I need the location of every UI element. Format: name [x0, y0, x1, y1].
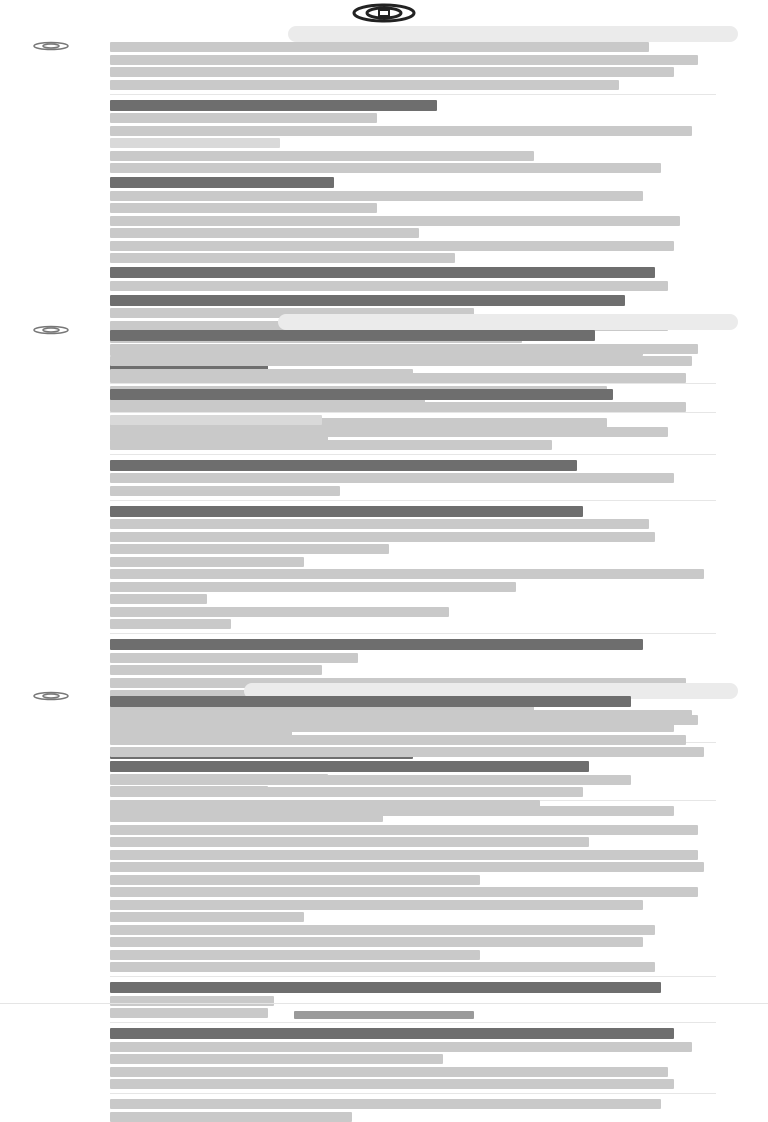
answer-line [110, 825, 698, 835]
answer-line [110, 582, 516, 592]
answer-line [110, 1112, 352, 1122]
section-heading [110, 761, 589, 772]
answer-line [110, 473, 674, 483]
answer-line [110, 557, 304, 567]
answer-line [110, 912, 304, 922]
section-heading [110, 639, 643, 650]
answer-line [110, 1067, 668, 1077]
answer-line [110, 440, 552, 450]
answer-line [110, 228, 419, 238]
answer-line [110, 369, 413, 379]
answer-line [110, 544, 389, 554]
section-heading [110, 177, 334, 188]
section-divider [110, 454, 716, 455]
answer-line [110, 1054, 443, 1064]
answer-line [110, 519, 649, 529]
answer-line [110, 1099, 661, 1109]
answer-line [110, 925, 655, 935]
answer-line [110, 344, 698, 354]
section-heading [110, 1028, 674, 1039]
section-divider [110, 500, 716, 501]
section-heading [110, 267, 655, 278]
answer-line [110, 486, 340, 496]
answer-line [110, 950, 480, 960]
section-divider [110, 633, 716, 634]
answer-line [110, 427, 668, 437]
answer-line [110, 1042, 692, 1052]
answer-line [110, 42, 649, 52]
answer-line [110, 887, 698, 897]
answer-line [110, 281, 668, 291]
answer-line [110, 937, 643, 947]
answer-line [110, 837, 589, 847]
answer-line [110, 665, 322, 675]
logo-icon [352, 3, 416, 23]
answer-line [110, 812, 383, 822]
answer-line [110, 80, 619, 90]
section-heading [110, 982, 661, 993]
answer-line [110, 253, 455, 263]
assistant-answer-3 [110, 692, 716, 1002]
answer-line [110, 241, 674, 251]
answer-line [110, 138, 280, 148]
answer-line [110, 594, 207, 604]
answer-line [110, 787, 583, 797]
answer-line [110, 800, 540, 810]
answer-line [110, 607, 449, 617]
answer-line [110, 850, 698, 860]
assistant-avatar-icon [30, 325, 72, 335]
section-heading [110, 330, 595, 341]
answer-line [110, 653, 358, 663]
answer-line [110, 569, 704, 579]
section-heading [110, 389, 613, 400]
answer-line [110, 775, 631, 785]
section-divider [110, 383, 716, 384]
section-divider [110, 94, 716, 95]
answer-line [110, 722, 674, 732]
section-heading [110, 295, 625, 306]
answer-line [110, 216, 680, 226]
app-logo [334, 3, 434, 23]
answer-line [110, 203, 377, 213]
section-divider [110, 976, 716, 977]
answer-line [110, 151, 534, 161]
answer-line [110, 532, 655, 542]
answer-line [110, 126, 692, 136]
answer-line [110, 875, 480, 885]
answer-line [110, 862, 704, 872]
answer-line [110, 191, 643, 201]
answer-line [110, 710, 692, 720]
section-heading [110, 460, 577, 471]
answer-line [110, 415, 322, 425]
answer-line [110, 962, 655, 972]
answer-line [110, 1079, 674, 1089]
section-divider [110, 1093, 716, 1094]
assistant-avatar-icon [30, 691, 72, 701]
section-heading [110, 506, 583, 517]
answer-line [110, 113, 377, 123]
answer-line [110, 356, 692, 366]
assistant-answer-2 [110, 326, 716, 680]
section-heading [110, 100, 437, 111]
answer-line [110, 619, 231, 629]
page-footer [0, 1003, 768, 1025]
answer-line [110, 402, 686, 412]
answer-line [110, 67, 674, 77]
answer-line [110, 55, 698, 65]
answer-line [110, 900, 643, 910]
answer-line [110, 735, 686, 745]
user-message-1 [288, 26, 738, 42]
answer-line [110, 163, 661, 173]
assistant-answer-1 [110, 42, 716, 312]
footer-domain-link[interactable] [294, 1011, 474, 1019]
section-heading [110, 696, 631, 707]
answer-line [110, 747, 704, 757]
assistant-avatar-icon [30, 41, 72, 51]
